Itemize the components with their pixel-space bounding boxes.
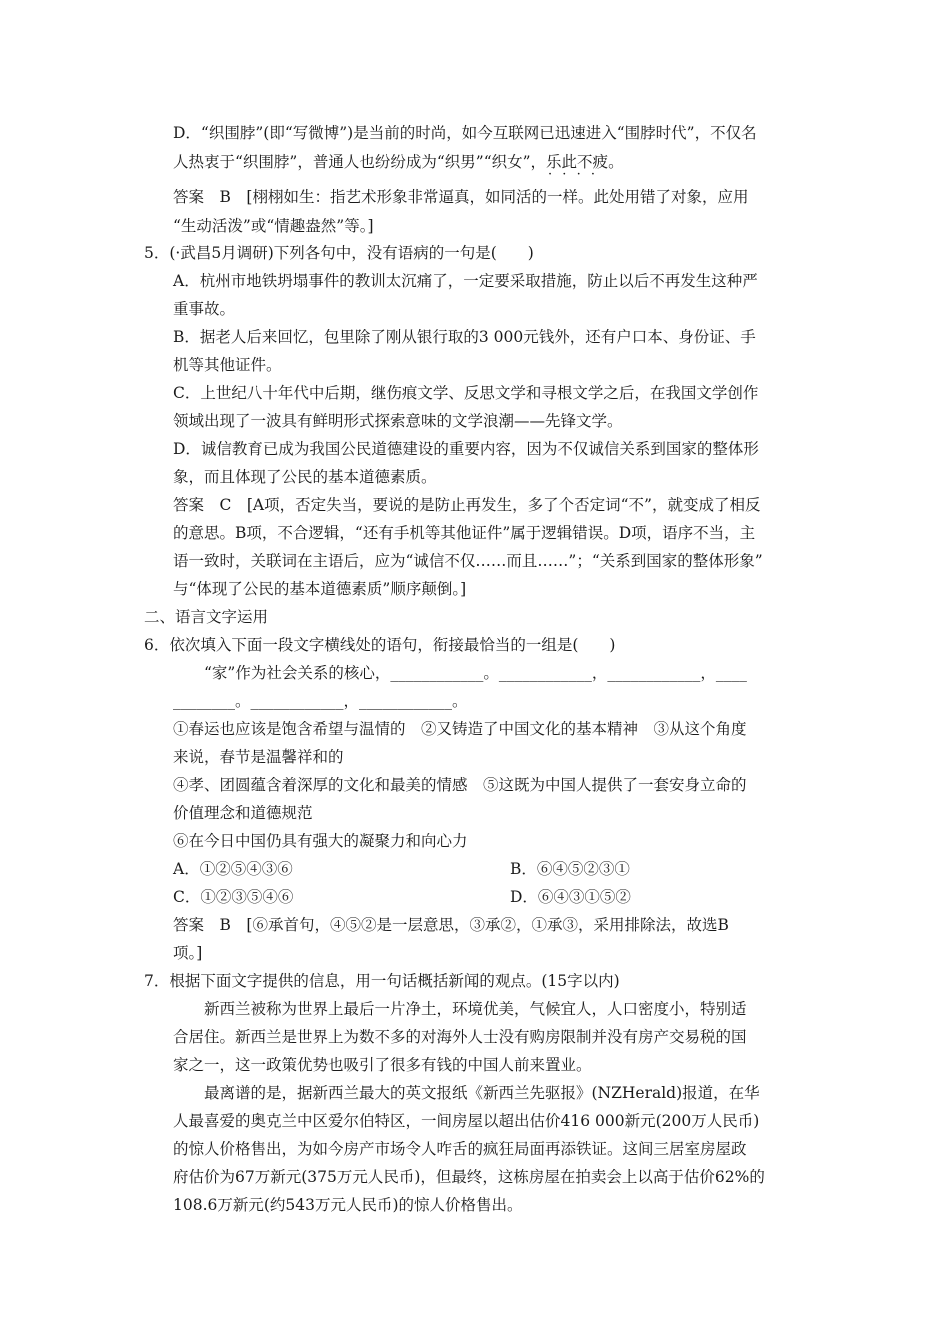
- q7-para2-line5: 108.6万新元(约543万元人民币)的惊人价格售出。: [173, 1196, 523, 1214]
- q5-option-c-line2: 领域出现了一波具有鲜明形式探索意味的文学浪潮——先锋文学。: [173, 412, 623, 430]
- q5-answer-line4: 与“体现了公民的基本道德素质”顺序颠倒。]: [173, 580, 467, 598]
- q6-sentences-line4: 价值理念和道德规范: [173, 804, 313, 822]
- q5-option-b-line1: B．据老人后来回忆，包里除了刚从银行取的3 000元钱外，还有户口本、身份证、手: [173, 328, 756, 346]
- q6-sentences-line5: ⑥在今日中国仍具有强大的凝聚力和向心力: [173, 832, 468, 850]
- q6-passage-line2: ________。____________，____________。: [173, 692, 468, 710]
- q5-option-b-line2: 机等其他证件。: [173, 356, 282, 374]
- q6-sentences-line2: 来说，春节是温馨祥和的: [173, 748, 344, 766]
- q5-answer-line1: 答案 C [A项，否定失当，要说的是防止再发生，多了个否定词“不”，就变成了相反: [173, 496, 761, 514]
- q4-option-d-end: 。: [608, 153, 624, 171]
- q6-answer-line2: 项。]: [173, 944, 203, 962]
- section-heading: 二、语言文字运用: [144, 608, 269, 626]
- q7-para2-line3: 的惊人价格售出，为如今房产市场令人咋舌的疯狂局面再添铁证。这间三居室房屋政: [173, 1140, 747, 1158]
- q7-para1-line1: 新西兰被称为世界上最后一片净土，环境优美，气候宜人，人口密度小，特别适: [204, 1000, 747, 1018]
- q7-para2-line2: 人最喜爱的奥克兰中区爱尔伯特区，一间房屋以超出估价416 000新元(200万人民币): [173, 1112, 760, 1130]
- q5-option-c-line1: C．上世纪八十年代中后期，继伤痕文学、反思文学和寻根文学之后，在我国文学创作: [173, 384, 759, 402]
- q6-option-a: A．①②⑤④③⑥: [173, 860, 293, 878]
- q5-option-a-line2: 重事故。: [173, 300, 236, 318]
- q7-stem: 7．根据下面文字提供的信息，用一句话概括新闻的观点。(15字以内): [144, 972, 620, 990]
- q5-option-d-line2: 象，而且体现了公民的基本道德素质。: [173, 468, 437, 486]
- q4-option-d-text: 人热衷于“织围脖”，普通人也纷纷成为“织男”“织女”，: [173, 153, 547, 171]
- q7-para2-line1: 最离谱的是，据新西兰最大的英文报纸《新西兰先驱报》(NZHerald)报道，在华: [204, 1084, 760, 1102]
- q6-sentences-line1: ①春运也应该是饱含希望与温情的 ②又铸造了中国文化的基本精神 ③从这个角度: [173, 720, 747, 738]
- q6-option-c: C．①②③⑤④⑥: [173, 888, 294, 906]
- q5-option-a-line1: A．杭州市地铁坍塌事件的教训太沉痛了，一定要采取措施，防止以后不再发生这种严: [173, 272, 758, 290]
- q5-stem: 5．(·武昌5月调研)下列各句中，没有语病的一句是( ): [144, 244, 534, 262]
- q5-option-d-line1: D．诚信教育已成为我国公民道德建设的重要内容，因为不仅诚信关系到国家的整体形: [173, 440, 759, 458]
- q6-passage-line1: “家”作为社会关系的核心，____________。____________，____________，____: [204, 664, 747, 682]
- q5-answer-line2: 的意思。B项，不合逻辑，“还有手机等其他证件”属于逻辑错误。D项，语序不当，主: [173, 524, 756, 542]
- q6-option-b: B．⑥④⑤②③①: [510, 860, 630, 878]
- q5-answer-line3: 语一致时，关联词在主语后，应为“诚信不仅……而且……”；“关系到国家的整体形象”: [173, 552, 763, 570]
- q4-answer-line1: 答案 B [栩栩如生：指艺术形象非常逼真，如同活的一样。此处用错了对象，应用: [173, 188, 749, 206]
- q6-stem: 6．依次填入下面一段文字横线处的语句，衔接最恰当的一组是( ): [144, 636, 616, 654]
- q4-option-d-line2: [173, 152, 624, 172]
- q6-answer-line1: 答案 B [⑥承首句，④⑤②是一层意思，③承②，①承③，采用排除法，故选B: [173, 916, 729, 934]
- q4-answer-line2: “生动活泼”或“情趣盎然”等。]: [173, 217, 374, 235]
- q6-sentences-line3: ④孝、团圆蕴含着深厚的文化和最美的情感 ⑤这既为中国人提供了一套安身立命的: [173, 776, 747, 794]
- q7-para2-line4: 府估价为67万新元(375万元人民币)，但最终，这栋房屋在拍卖会上以高于估价62%的: [173, 1168, 765, 1186]
- emphasis-dotted-text: 乐此不疲 · · · ·: [546, 152, 608, 172]
- q7-para1-line3: 家之一，这一政策优势也吸引了很多有钱的中国人前来置业。: [173, 1056, 592, 1074]
- q7-para1-line2: 合居住。新西兰是世界上为数不多的对海外人士没有购房限制并没有房产交易税的国: [173, 1028, 747, 1046]
- q6-option-d: D．⑥④③①⑤②: [510, 888, 631, 906]
- q4-option-d-line1: D．“织围脖”(即“写微博”)是当前的时尚，如今互联网已迅速进入“围脖时代”，不仅名: [173, 124, 757, 142]
